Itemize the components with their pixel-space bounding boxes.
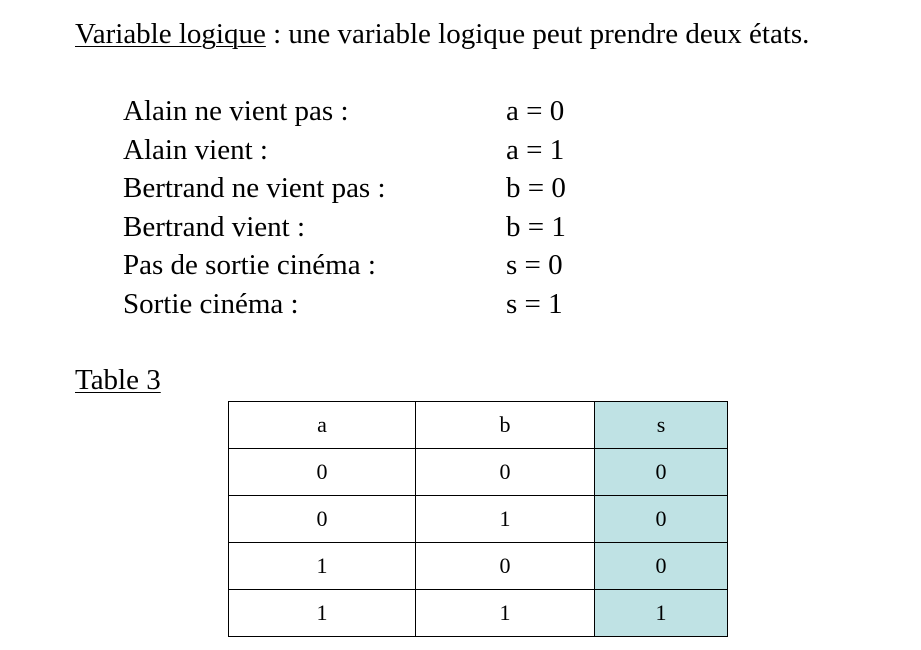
table-cell: 1 <box>416 590 595 637</box>
variable-value: s = 0 <box>506 249 563 281</box>
table-cell: 1 <box>229 543 416 590</box>
table-cell: 0 <box>416 449 595 496</box>
table-cell: 1 <box>416 496 595 543</box>
table-cell: 1 <box>229 590 416 637</box>
variable-value: a = 0 <box>506 95 565 127</box>
column-header-s: s <box>595 402 728 449</box>
table-cell-output: 0 <box>595 543 728 590</box>
table-cell-output: 0 <box>595 449 728 496</box>
heading-text: : une variable logique peut prendre deux états. <box>265 18 810 50</box>
variable-value: s = 1 <box>506 287 563 320</box>
heading <box>75 16 809 52</box>
table-row <box>229 449 728 496</box>
variable-label: Alain vient : <box>123 133 268 166</box>
variable-label: Sortie cinéma : <box>123 287 299 320</box>
truth-table <box>228 401 728 637</box>
table-row <box>229 496 728 543</box>
table-header-row <box>229 402 728 449</box>
column-header-b: b <box>416 402 595 449</box>
column-header-a: a <box>229 402 416 449</box>
table-row <box>229 543 728 590</box>
variable-label: Bertrand ne vient pas : <box>123 172 386 204</box>
table-cell: 0 <box>416 543 595 590</box>
variable-value: a = 1 <box>506 133 565 166</box>
table-cell: 0 <box>229 496 416 543</box>
variable-label: Alain ne vient pas : <box>123 95 349 127</box>
table-row <box>229 590 728 637</box>
table-cell-output: 1 <box>595 590 728 637</box>
variable-label: Bertrand vient : <box>123 210 306 243</box>
variable-value: b = 1 <box>506 210 566 243</box>
variable-value: b = 0 <box>506 172 566 204</box>
heading-term: Variable logique <box>75 18 266 50</box>
table-cell: 0 <box>229 449 416 496</box>
variable-label: Pas de sortie cinéma : <box>123 249 376 281</box>
table-cell-output: 0 <box>595 496 728 543</box>
table-title: Table 3 <box>75 364 161 396</box>
